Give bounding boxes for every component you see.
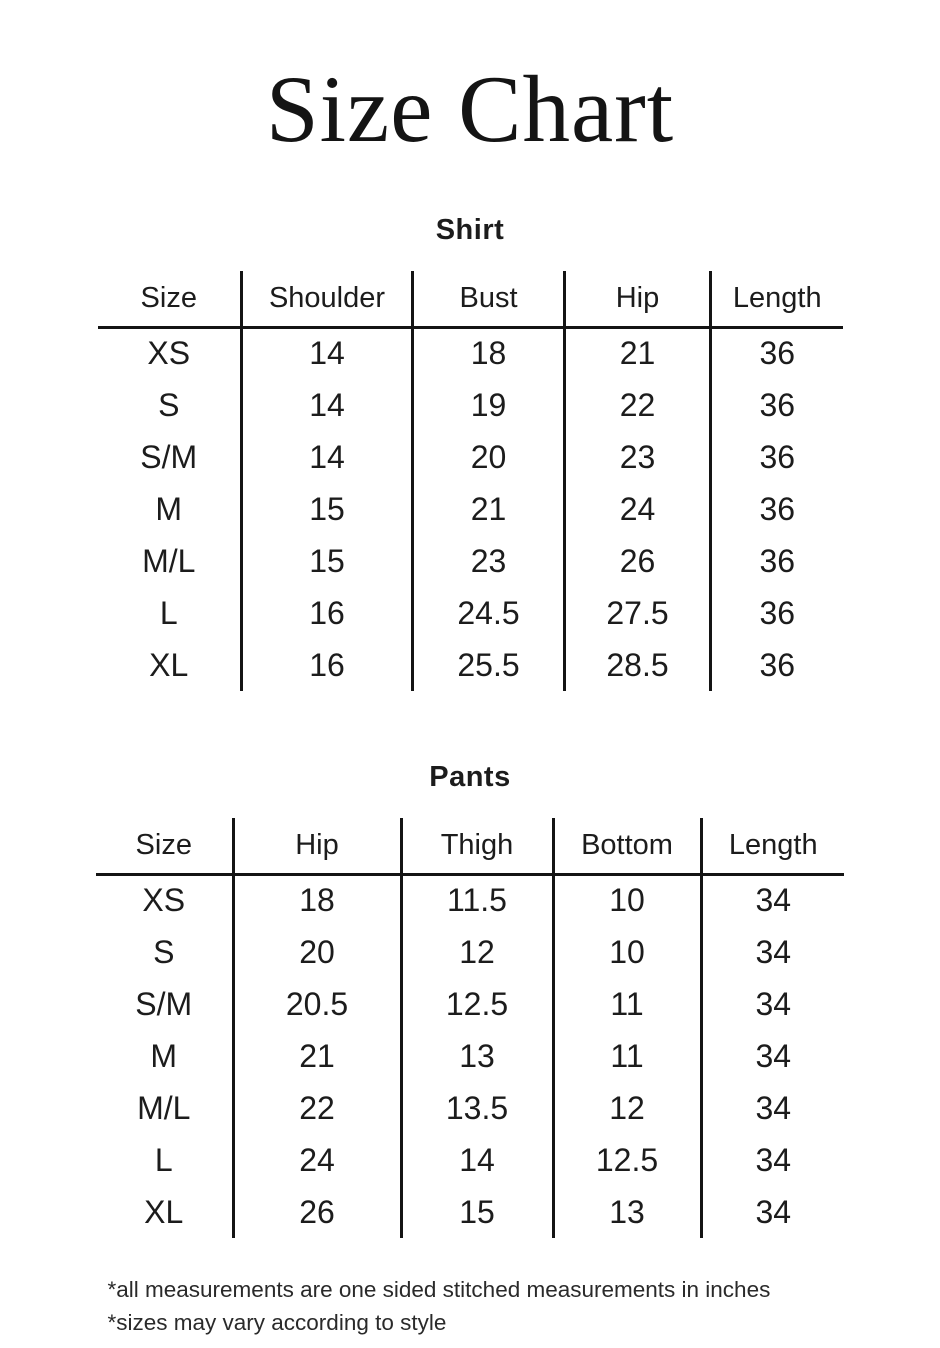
column-header: Hip [565,271,711,327]
table-cell: 16 [242,587,413,639]
table-row [96,978,844,1030]
table-cell: XL [96,1186,233,1238]
table-cell: M/L [98,535,242,587]
pants-table-header [96,818,844,874]
table-cell: 14 [242,379,413,431]
shirt-table-header [98,271,843,327]
shirt-section [0,214,940,691]
table-row [96,1082,844,1134]
table-row [98,379,843,431]
column-header: Hip [233,818,401,874]
table-cell: 11.5 [401,874,553,926]
table-cell: 27.5 [565,587,711,639]
table-cell: 34 [755,1089,792,1126]
table-cell: 18 [413,327,565,379]
table-cell: 18 [233,874,401,926]
table-cell: 13.5 [401,1082,553,1134]
table-cell: M [96,1030,233,1082]
footnotes [98,1274,843,1339]
table-cell: 36 [759,490,796,527]
table-row [98,535,843,587]
table-cell: 24.5 [413,587,565,639]
table-cell: 34 [755,933,792,970]
table-cell: 15 [242,535,413,587]
table-cell: 16 [242,639,413,691]
table-cell: XS [98,327,242,379]
table-cell: 36 [759,335,796,372]
table-row [98,431,843,483]
table-cell: 11 [553,978,701,1030]
pants-table-body [96,874,844,1238]
table-cell: 34 [755,1193,792,1230]
table-cell: 22 [233,1082,401,1134]
table-row [96,1134,844,1186]
table-row [98,327,843,379]
table-cell: 34 [755,1037,792,1074]
table-cell: S/M [98,431,242,483]
table-cell: 19 [413,379,565,431]
shirt-table-body [98,327,843,691]
table-cell: 36 [759,438,796,475]
table-cell: 22 [565,379,711,431]
table-row [98,639,843,691]
table-cell: 11 [553,1030,701,1082]
table-cell: XL [98,639,242,691]
table-row [98,587,843,639]
table-cell: 34 [755,882,792,919]
table-cell: 12.5 [553,1134,701,1186]
table-cell: 36 [759,542,796,579]
table-cell: S/M [96,978,233,1030]
table-cell: 34 [755,1141,792,1178]
table-cell: 10 [553,926,701,978]
table-cell: 20.5 [233,978,401,1030]
column-header: Bottom [553,818,701,874]
table-row [96,926,844,978]
table-cell: 23 [565,431,711,483]
table-cell: 34 [755,985,792,1022]
footnote-measurements: *all measurements are one sided stitched measurements in inches [107,1277,771,1302]
table-cell: 23 [413,535,565,587]
table-row [96,1186,844,1238]
table-cell: 36 [759,386,796,423]
table-cell: 26 [233,1186,401,1238]
table-cell: 28.5 [565,639,711,691]
footnote-sizes-vary: *sizes may vary according to style [107,1309,447,1335]
column-header: Bust [413,271,565,327]
table-cell: 21 [413,483,565,535]
table-cell: 20 [413,431,565,483]
table-cell: 13 [401,1030,553,1082]
pants-section-title: Pants [429,761,511,793]
table-row [98,483,843,535]
table-cell: 14 [401,1134,553,1186]
page-title: Size Chart [265,56,675,162]
table-cell: 14 [242,431,413,483]
table-cell: 14 [242,327,413,379]
table-cell: S [96,926,233,978]
column-header: Length [701,818,844,874]
table-cell: M [98,483,242,535]
table-cell: 20 [233,926,401,978]
table-cell: 21 [565,327,711,379]
table-cell: S [98,379,242,431]
table-cell: 15 [242,483,413,535]
pants-section [0,761,940,1238]
column-header: Size [98,271,242,327]
table-cell: 12.5 [401,978,553,1030]
table-cell: 12 [401,926,553,978]
column-header: Size [96,818,233,874]
table-cell: 13 [553,1186,701,1238]
column-header: Thigh [401,818,553,874]
table-cell: 26 [565,535,711,587]
table-cell: L [98,587,242,639]
table-cell: 24 [565,483,711,535]
pants-size-table [96,818,844,1238]
shirt-section-title: Shirt [435,214,505,246]
column-header: Shoulder [242,271,413,327]
column-header: Length [711,271,843,327]
table-cell: 12 [553,1082,701,1134]
table-cell: 36 [759,594,796,631]
table-row [96,874,844,926]
table-cell: 25.5 [413,639,565,691]
table-cell: L [96,1134,233,1186]
table-cell: 15 [401,1186,553,1238]
table-cell: 21 [233,1030,401,1082]
table-cell: 36 [759,646,796,683]
table-row [96,1030,844,1082]
shirt-size-table [98,271,843,691]
table-cell: 10 [553,874,701,926]
table-cell: M/L [96,1082,233,1134]
table-cell: XS [96,874,233,926]
table-cell: 24 [233,1134,401,1186]
